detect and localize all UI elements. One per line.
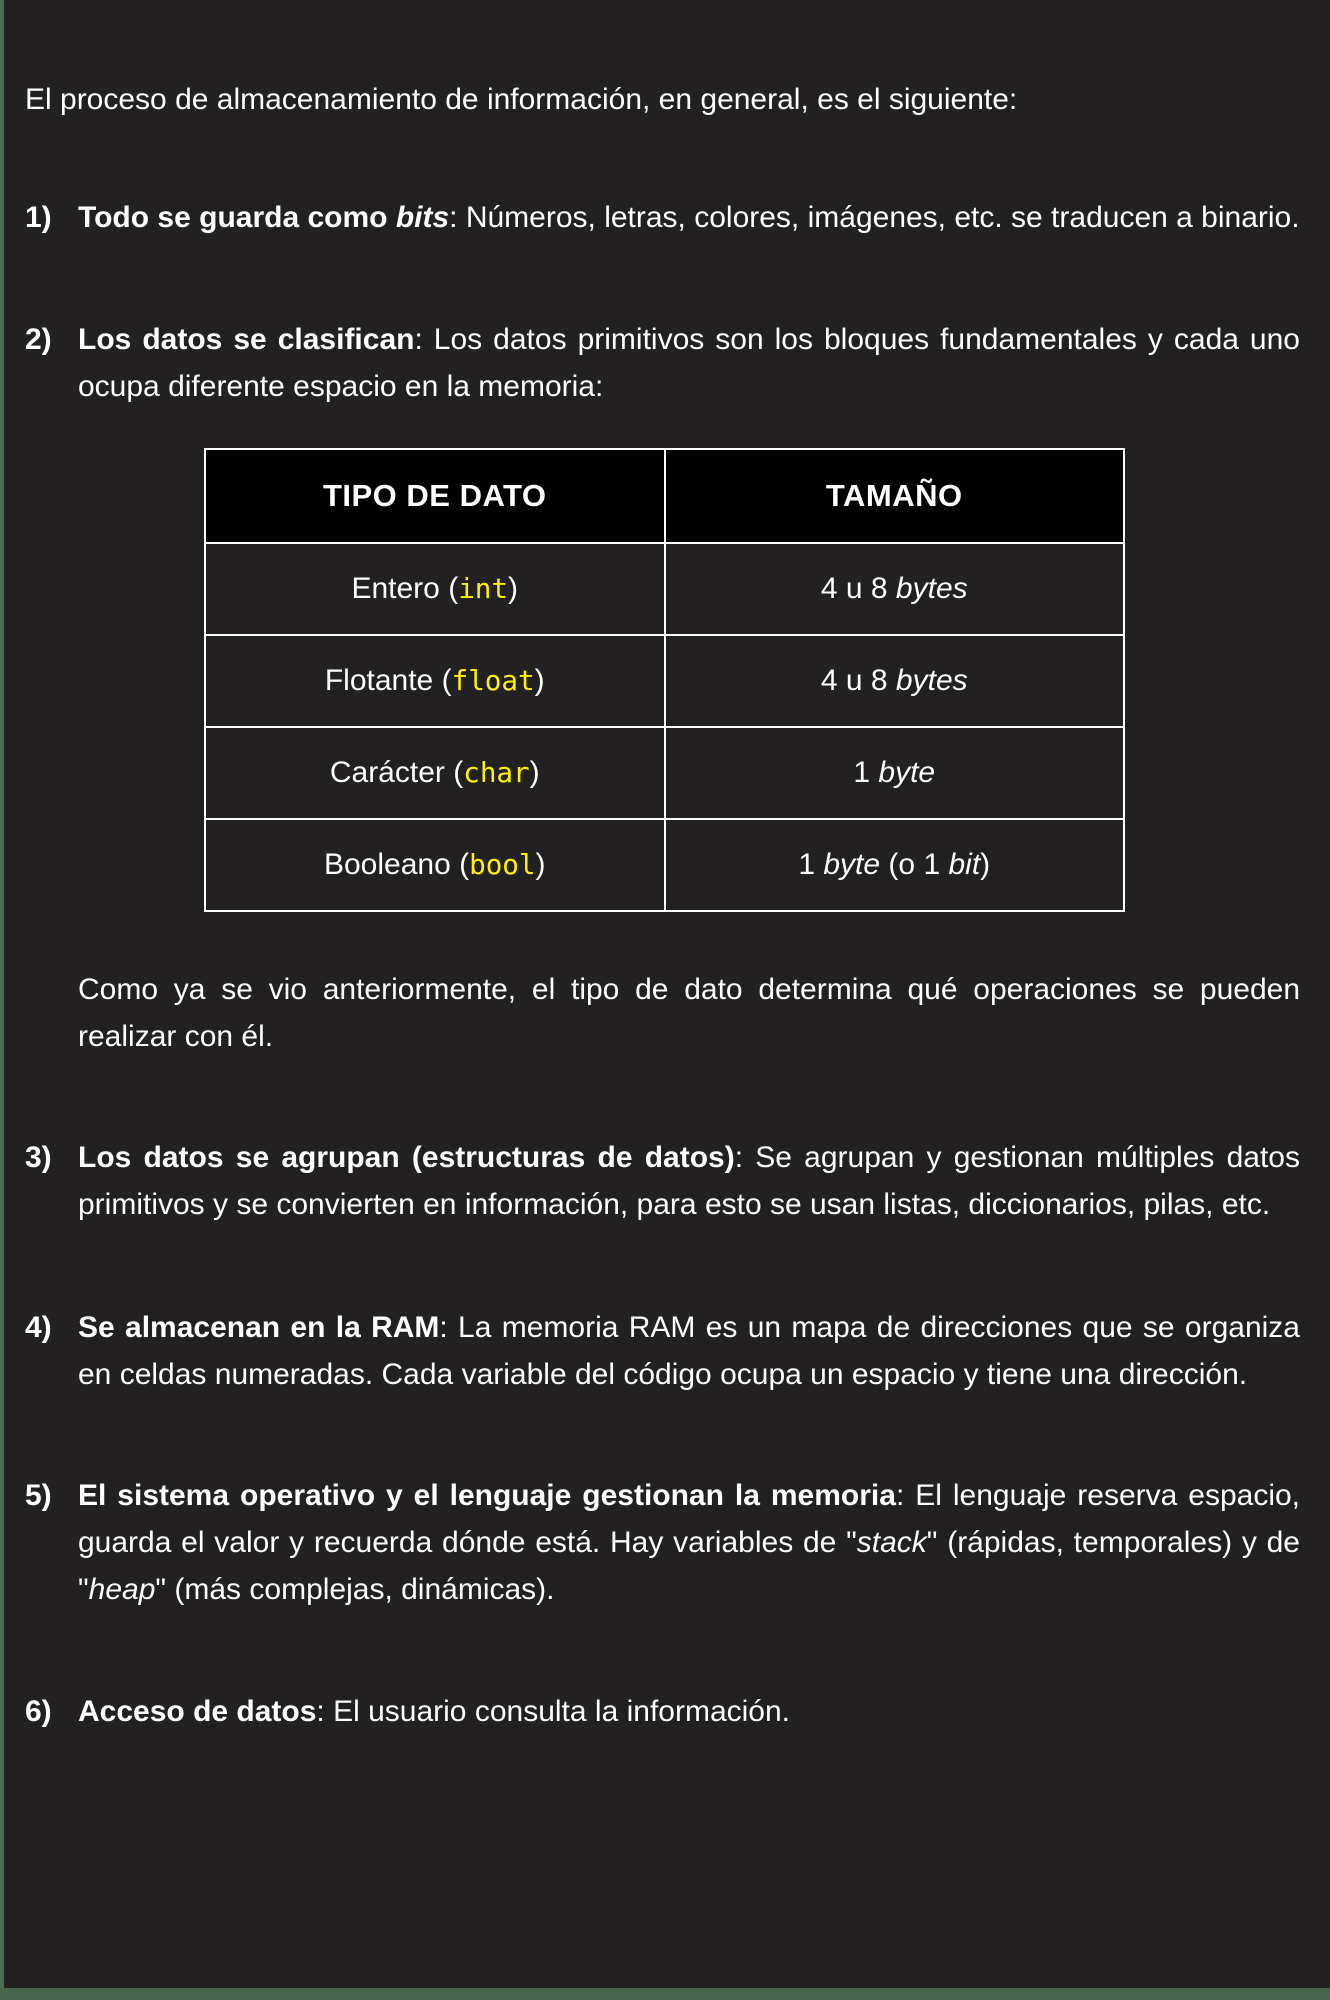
- table-row: [205, 727, 1124, 819]
- size-cell: 1 byte: [665, 727, 1125, 819]
- size-cell: 4 u 8 bytes: [665, 543, 1125, 635]
- item-number: 6): [25, 1695, 52, 1728]
- type-cell: Booleano (bool): [205, 819, 665, 911]
- data-types-table: [204, 448, 1125, 912]
- item-number: 5): [25, 1479, 52, 1512]
- intro-paragraph: El proceso de almacenamiento de información, en general, es el siguiente:: [25, 83, 1018, 116]
- item-text: Todo se guarda como bits: Números, letras, colores, imágenes, etc. se traducen a binario.: [78, 201, 1300, 234]
- type-cell: Flotante (float): [205, 635, 665, 727]
- table-header-tamano: TAMAÑO: [665, 449, 1125, 543]
- left-green-accent-bar: [0, 0, 4, 2000]
- table-row: [205, 635, 1124, 727]
- item-number: 1): [25, 201, 52, 234]
- table-row: [205, 543, 1124, 635]
- table-header-tipo-de-dato: TIPO DE DATO: [205, 449, 665, 543]
- item-text: Los datos se clasifican: Los datos primitivos son los bloques fundamentales y cada uno ocupa diferente espacio en la memoria:: [78, 323, 1300, 403]
- type-cell: Carácter (char): [205, 727, 665, 819]
- list-item-5: [25, 1472, 1300, 1613]
- document-content: [25, 76, 1300, 1735]
- list-item-6: [25, 1688, 1300, 1735]
- note-paragraph: Como ya se vio anteriormente, el tipo de dato determina qué operaciones se pueden realizar con él.: [78, 973, 1300, 1053]
- item-text: Los datos se agrupan (estructuras de datos): Se agrupan y gestionan múltiples datos primitivos y se convierten en información, para esto se usan listas, diccionarios, pilas, etc.: [78, 1141, 1300, 1221]
- item-number: 4): [25, 1311, 52, 1344]
- item-number: 3): [25, 1141, 52, 1174]
- size-cell: 1 byte (o 1 bit): [665, 819, 1125, 911]
- item-text: Se almacenan en la RAM: La memoria RAM es un mapa de direcciones que se organiza en celdas numeradas. Cada variable del código ocupa un espacio y tiene una dirección.: [78, 1311, 1300, 1391]
- size-cell: 4 u 8 bytes: [665, 635, 1125, 727]
- list-item-4: [25, 1304, 1300, 1398]
- item-number: 2): [25, 323, 52, 356]
- bottom-green-strip: [0, 1988, 1330, 2000]
- list-item-3: [25, 1134, 1300, 1228]
- table-header-row: [205, 449, 1124, 543]
- table-row: [205, 819, 1124, 911]
- list-item-2: [25, 316, 1300, 410]
- item-text: Acceso de datos: El usuario consulta la información.: [78, 1695, 790, 1728]
- list-item-1: [25, 194, 1300, 241]
- item-text: El sistema operativo y el lenguaje gestionan la memoria: El lenguaje reserva espacio, guarda el valor y recuerda dónde está. Hay variables de "stack" (rápidas, temporales) y de "heap" (más complejas, dinámicas).: [78, 1479, 1301, 1606]
- type-cell: Entero (int): [205, 543, 665, 635]
